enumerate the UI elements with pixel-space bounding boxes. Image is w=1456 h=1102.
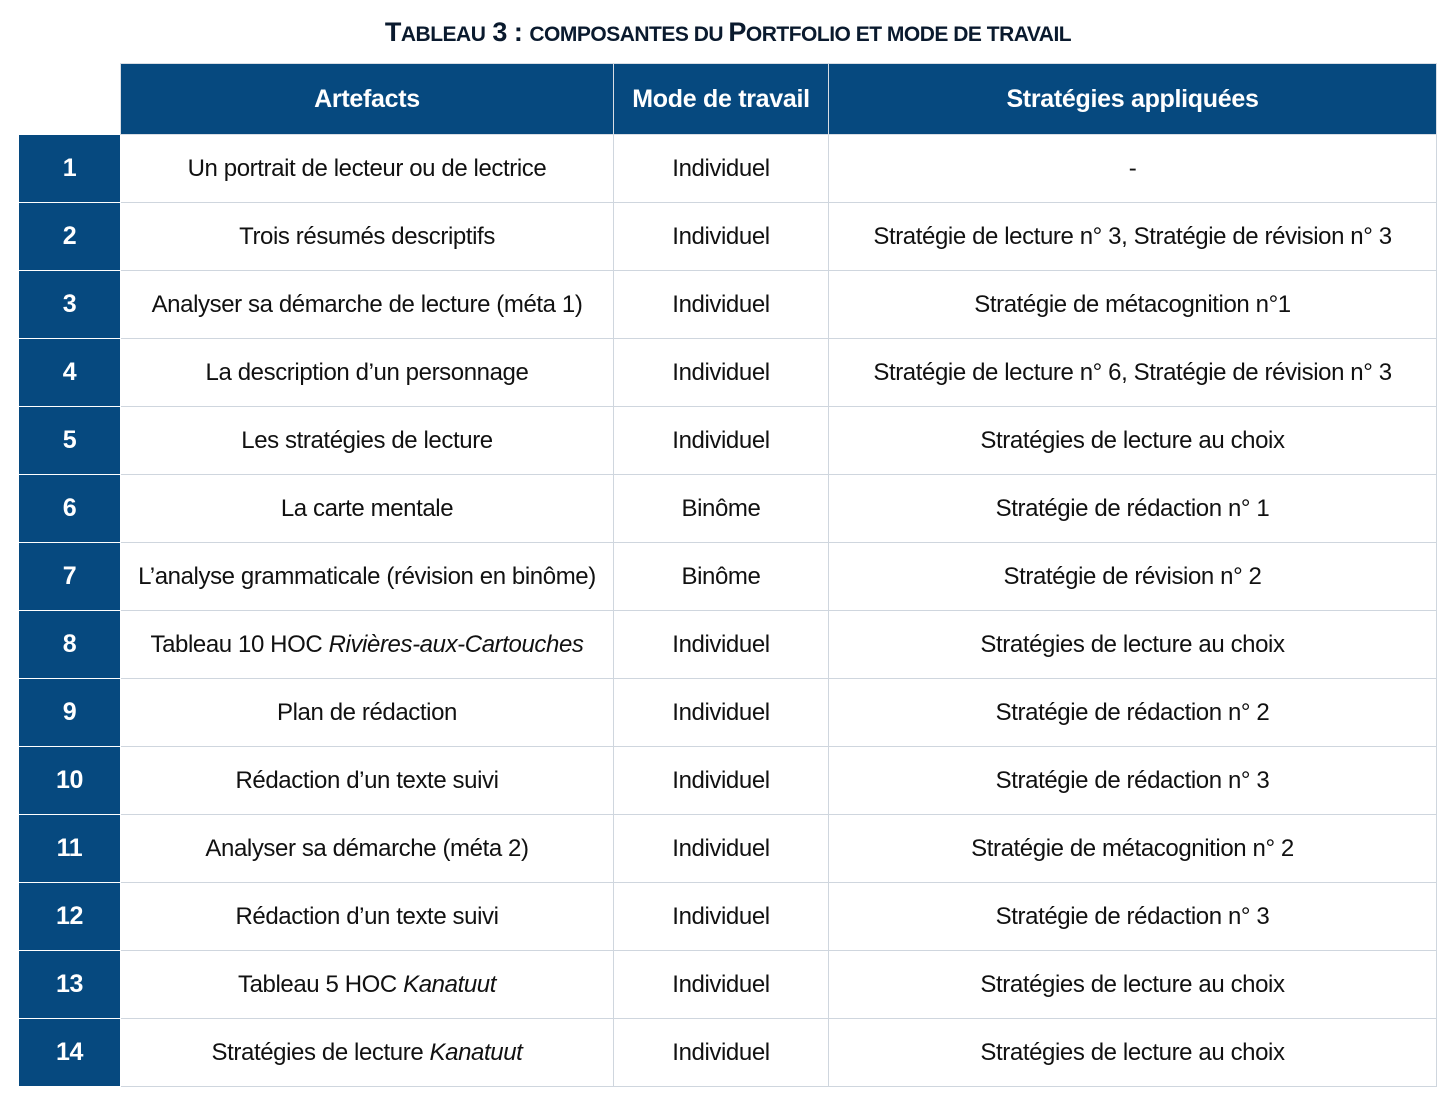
artefact-text: La description d’un personnage bbox=[205, 358, 529, 386]
mode-cell: Individuel bbox=[614, 747, 829, 815]
mode-cell: Binôme bbox=[614, 475, 829, 543]
header-artefacts: Artefacts bbox=[121, 64, 614, 135]
artefact-cell bbox=[121, 407, 614, 475]
artefact-cell bbox=[121, 339, 614, 407]
artefact-cell bbox=[121, 747, 614, 815]
table-row bbox=[19, 1019, 1437, 1087]
strategie-cell: Stratégies de lecture au choix bbox=[829, 1019, 1437, 1087]
artefact-cell bbox=[121, 135, 614, 203]
artefact-cell bbox=[121, 883, 614, 951]
artefact-text: Stratégies de lecture bbox=[211, 1038, 430, 1066]
strategie-cell: Stratégie de rédaction n° 3 bbox=[829, 883, 1437, 951]
header-blank bbox=[19, 64, 121, 135]
table-row bbox=[19, 407, 1437, 475]
table-row bbox=[19, 543, 1437, 611]
header-mode: Mode de travail bbox=[614, 64, 829, 135]
table-row bbox=[19, 271, 1437, 339]
row-number: 3 bbox=[19, 271, 121, 339]
table-row bbox=[19, 883, 1437, 951]
artefact-cell bbox=[121, 271, 614, 339]
mode-cell: Individuel bbox=[614, 1019, 829, 1087]
table-row bbox=[19, 611, 1437, 679]
title-part: T bbox=[384, 17, 401, 47]
table-row bbox=[19, 135, 1437, 203]
row-number: 7 bbox=[19, 543, 121, 611]
strategie-cell: Stratégie de révision n° 2 bbox=[829, 543, 1437, 611]
title-part: COMPOSANTES DU bbox=[529, 23, 729, 46]
title-part: ABLEAU bbox=[400, 23, 486, 46]
artefact-cell bbox=[121, 543, 614, 611]
title-part: ORTFOLIO ET MODE DE TRAVAIL bbox=[745, 23, 1072, 46]
table-row bbox=[19, 339, 1437, 407]
table-row bbox=[19, 475, 1437, 543]
strategie-cell: Stratégies de lecture au choix bbox=[829, 951, 1437, 1019]
artefact-text: Rédaction d’un texte suivi bbox=[235, 766, 499, 794]
mode-cell: Individuel bbox=[614, 203, 829, 271]
header-strategies: Stratégies appliquées bbox=[829, 64, 1437, 135]
mode-cell: Individuel bbox=[614, 407, 829, 475]
table-row bbox=[19, 951, 1437, 1019]
strategie-cell: - bbox=[829, 135, 1437, 203]
artefact-text: L’analyse grammaticale (révision en binôme) bbox=[138, 562, 596, 590]
artefact-text: Analyser sa démarche (méta 2) bbox=[205, 834, 529, 862]
artefact-text: Trois résumés descriptifs bbox=[239, 222, 495, 250]
artefact-text: La carte mentale bbox=[280, 494, 454, 522]
mode-cell: Individuel bbox=[614, 951, 829, 1019]
mode-cell: Individuel bbox=[614, 135, 829, 203]
artefact-text: Plan de rédaction bbox=[277, 698, 457, 726]
artefact-cell bbox=[121, 611, 614, 679]
artefact-text: Les stratégies de lecture bbox=[241, 426, 493, 454]
artefact-cell bbox=[121, 203, 614, 271]
table-row bbox=[19, 815, 1437, 883]
artefact-text: Tableau 5 HOC bbox=[237, 970, 404, 998]
portfolio-table bbox=[18, 63, 1437, 1087]
row-number: 8 bbox=[19, 611, 121, 679]
artefact-text: Tableau 10 HOC bbox=[150, 630, 329, 658]
mode-cell: Binôme bbox=[614, 543, 829, 611]
title-part: P bbox=[728, 17, 746, 47]
mode-cell: Individuel bbox=[614, 271, 829, 339]
strategie-cell: Stratégie de métacognition n°1 bbox=[829, 271, 1437, 339]
strategie-cell: Stratégie de lecture n° 3, Stratégie de révision n° 3 bbox=[829, 203, 1437, 271]
mode-cell: Individuel bbox=[614, 883, 829, 951]
row-number: 9 bbox=[19, 679, 121, 747]
artefact-italic-text: Rivières-aux-Cartouches bbox=[328, 630, 584, 658]
row-number: 2 bbox=[19, 203, 121, 271]
table-row bbox=[19, 747, 1437, 815]
artefact-cell bbox=[121, 815, 614, 883]
mode-cell: Individuel bbox=[614, 339, 829, 407]
row-number: 10 bbox=[19, 747, 121, 815]
table-row bbox=[19, 679, 1437, 747]
row-number: 13 bbox=[19, 951, 121, 1019]
title-part: 3 : bbox=[485, 17, 530, 47]
row-number: 12 bbox=[19, 883, 121, 951]
mode-cell: Individuel bbox=[614, 679, 829, 747]
artefact-cell bbox=[121, 1019, 614, 1087]
strategie-cell: Stratégies de lecture au choix bbox=[829, 407, 1437, 475]
strategie-cell: Stratégie de rédaction n° 2 bbox=[829, 679, 1437, 747]
strategie-cell: Stratégie de rédaction n° 1 bbox=[829, 475, 1437, 543]
strategie-cell: Stratégie de lecture n° 6, Stratégie de révision n° 3 bbox=[829, 339, 1437, 407]
artefact-text: Rédaction d’un texte suivi bbox=[235, 902, 499, 930]
strategie-cell: Stratégie de métacognition n° 2 bbox=[829, 815, 1437, 883]
row-number: 4 bbox=[19, 339, 121, 407]
artefact-cell bbox=[121, 679, 614, 747]
table-body bbox=[19, 135, 1437, 1087]
artefact-italic-text: Kanatuut bbox=[403, 970, 497, 998]
strategie-cell: Stratégies de lecture au choix bbox=[829, 611, 1437, 679]
row-number: 11 bbox=[19, 815, 121, 883]
strategie-cell: Stratégie de rédaction n° 3 bbox=[829, 747, 1437, 815]
row-number: 5 bbox=[19, 407, 121, 475]
artefact-text: Analyser sa démarche de lecture (méta 1) bbox=[151, 290, 583, 318]
artefact-text: Un portrait de lecteur ou de lectrice bbox=[187, 154, 547, 182]
header-row bbox=[19, 64, 1437, 135]
artefact-italic-text: Kanatuut bbox=[429, 1038, 523, 1066]
artefact-cell bbox=[121, 951, 614, 1019]
mode-cell: Individuel bbox=[614, 611, 829, 679]
artefact-cell bbox=[121, 475, 614, 543]
row-number: 14 bbox=[19, 1019, 121, 1087]
table-title bbox=[0, 14, 1456, 55]
row-number: 1 bbox=[19, 135, 121, 203]
table-row bbox=[19, 203, 1437, 271]
mode-cell: Individuel bbox=[614, 815, 829, 883]
row-number: 6 bbox=[19, 475, 121, 543]
